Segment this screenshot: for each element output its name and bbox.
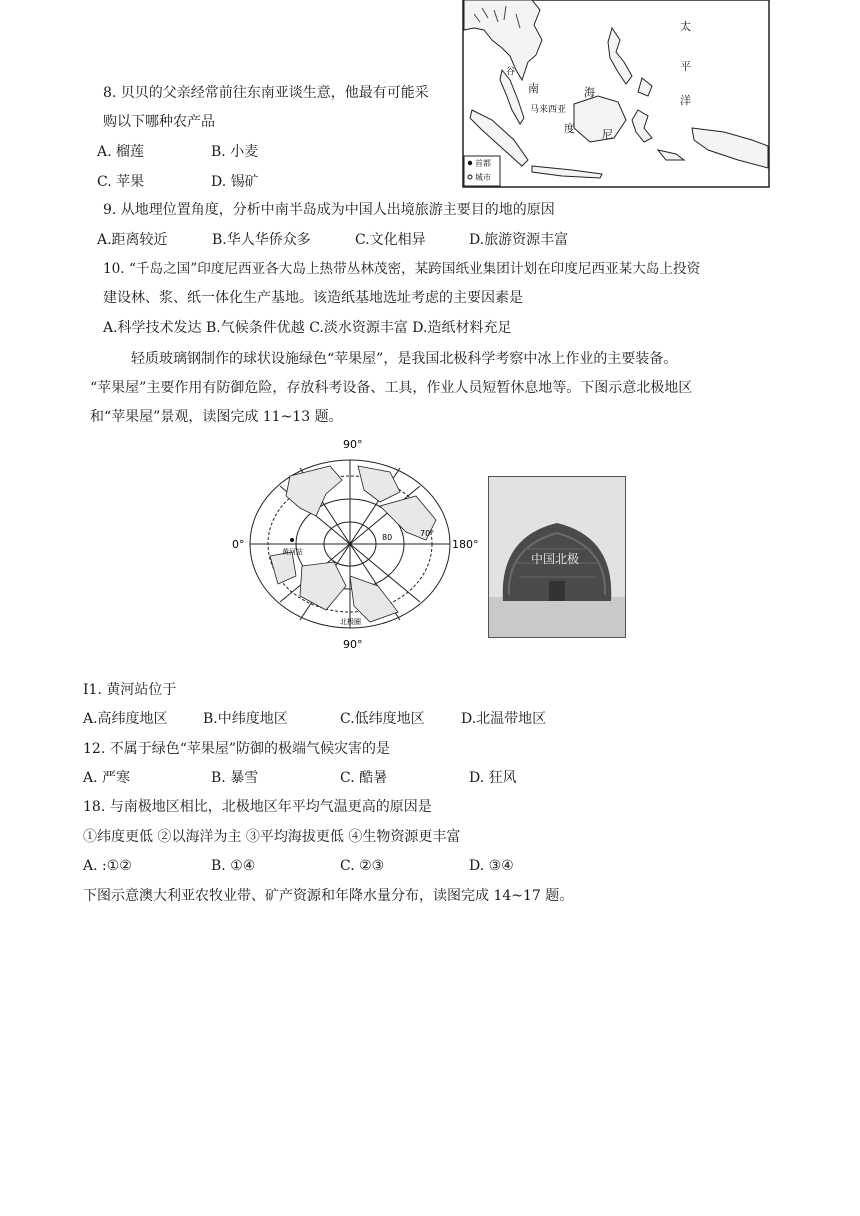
q9-option-d: D.旅游资源丰富 (469, 232, 569, 248)
q9-option-a: A.距离较近 (97, 232, 168, 248)
q10-stem-line2: 建设林、浆、纸一体化生产基地。该造纸基地选址考虑的主要因素是 (103, 290, 523, 306)
q13-choices: ①纬度更低 ②以海洋为主 ③平均海拔更低 ④生物资源更丰富 (83, 829, 461, 845)
map-label: 度 (564, 122, 575, 135)
q8-option-a: A. 榴莲 (97, 144, 145, 160)
q13-option-c: C. ②③ (340, 858, 385, 874)
q11-option-d: D.北温带地区 (461, 711, 547, 727)
q8-stem-line2: 购以下哪种农产品 (103, 114, 215, 130)
q9-stem: 9. 从地理位置角度，分析中南半岛成为中国人出境旅游主要目的地的原因 (103, 202, 555, 218)
polar-label-right: 180° (452, 538, 479, 551)
q13-option-d: D. ③④ (469, 858, 514, 874)
polar-lat-80: 80 (382, 533, 393, 542)
q8-option-b: B. 小麦 (211, 144, 259, 160)
apple-house-photo (488, 476, 626, 638)
intro-11-13-line1: 轻质玻璃钢制作的球状设施绿色“苹果屋”，是我国北极科学考察中冰上作业的主要装备。 (131, 351, 678, 367)
intro-11-13-line3: 和“苹果屋”景观，读图完成 11~13 题。 (90, 409, 343, 425)
map-label: 尼 (602, 128, 613, 141)
q12-option-d: D. 狂风 (469, 770, 517, 786)
arctic-circle-label: 北极圈 (340, 618, 361, 626)
intro-14-17: 下图示意澳大利亚农牧业带、矿产资源和年降水量分布，读图完成 14~17 题。 (83, 888, 574, 904)
arctic-polar-map (230, 436, 482, 652)
q13-stem: 18. 与南极地区相比，北极地区年平均气温更高的原因是 (83, 799, 432, 815)
map-label: 谷 (506, 67, 516, 77)
map-label: 马来西亚 (530, 105, 567, 115)
map-label: 洋 (680, 94, 691, 107)
q8-stem-line1: 8. 贝贝的父亲经常前往东南亚谈生意，他最有可能采 (103, 85, 429, 101)
map-label: 南 (528, 82, 539, 95)
map-label: 海 (584, 86, 595, 99)
q8-option-d: D. 锡矿 (211, 174, 259, 190)
q12-stem: 12. 不属于绿色“苹果屋”防御的极端气候灾害的是 (83, 741, 391, 757)
polar-lat-70: 70° (420, 529, 435, 538)
polar-label-bottom: 90° (343, 638, 363, 651)
q13-option-b: B. ①④ (211, 858, 256, 874)
legend-city: 城市 (475, 173, 491, 182)
q12-option-b: B. 暴雪 (211, 770, 259, 786)
q9-option-c: C.文化相异 (355, 232, 426, 248)
map-label: 太 (680, 20, 691, 33)
q11-stem: I1. 黄河站位于 (83, 682, 177, 698)
q10-stem-line1: 10. “千岛之国”印度尼西亚各大岛上热带丛林茂密，某跨国纸业集团计划在印度尼西亚某大岛上投资 (103, 261, 701, 277)
photo-sign-text: 中国北极 (531, 552, 580, 566)
q11-option-c: C.低纬度地区 (340, 711, 425, 727)
q8-option-c: C. 苹果 (97, 174, 145, 190)
polar-label-top: 90° (343, 438, 363, 451)
southeast-asia-map (462, 0, 770, 188)
polar-label-left: 0° (232, 538, 245, 551)
intro-11-13-line2: “苹果屋”主要作用有防御危险，存放科考设备、工具，作业人员短暂休息地等。下图示意北极地区 (90, 380, 693, 396)
station-label: 黄河站 (282, 548, 303, 556)
q11-option-a: A.高纬度地区 (83, 711, 168, 727)
q13-option-a: A. :①② (83, 858, 132, 874)
q12-option-c: C. 酷暑 (340, 770, 388, 786)
legend-capital: 首都 (475, 159, 491, 168)
map-label: 平 (680, 60, 691, 73)
q12-option-a: A. 严寒 (83, 770, 131, 786)
q9-option-b: B.华人华侨众多 (212, 232, 311, 248)
q11-option-b: B.中纬度地区 (203, 711, 288, 727)
q10-options: A.科学技术发达 B.气候条件优越 C.淡水资源丰富 D.造纸材料充足 (103, 320, 512, 336)
